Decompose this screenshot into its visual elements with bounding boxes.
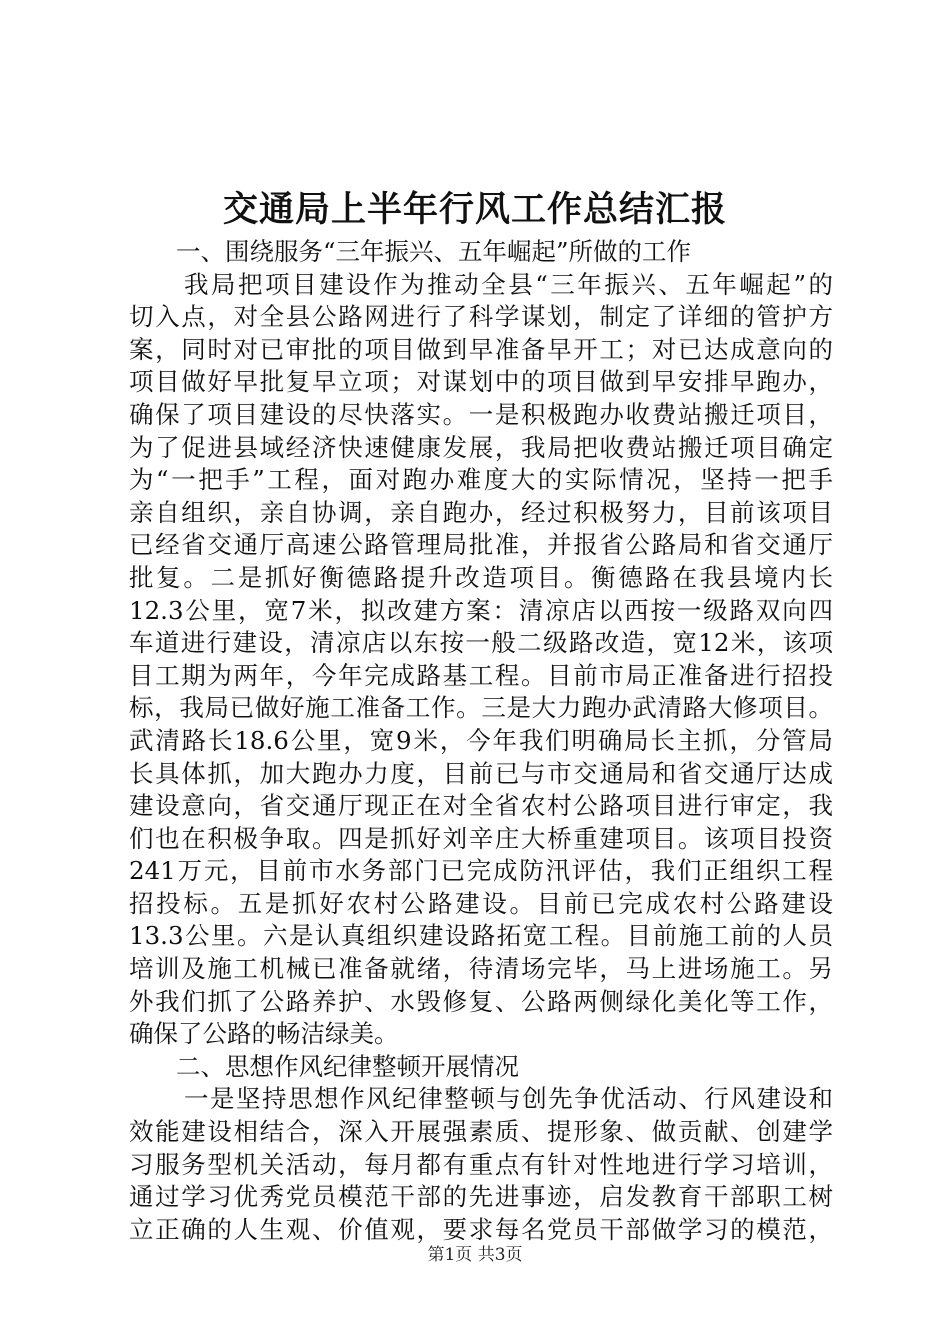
paragraph-line: 确保了项目建设的尽快落实。一是积极跑办收费站搬迁项目， — [129, 399, 833, 429]
paragraph-line: 一是坚持思想作风纪律整顿与创先争优活动、行风建设和 — [184, 1084, 833, 1114]
page-footer: 第1页 共3页 — [427, 1245, 523, 1265]
paragraph-line: 车道进行建设，清凉店以东按一般二级路改造，宽12米，该项 — [129, 628, 833, 658]
paragraph-line: 241万元，目前市水务部门已完成防汛评估，我们正组织工程 — [129, 856, 833, 886]
paragraph-line: 我局把项目建设作为推动全县“三年振兴、五年崛起”的 — [184, 269, 833, 299]
paragraph-line: 效能建设相结合，深入开展强素质、提形象、做贡献、创建学 — [129, 1117, 833, 1147]
paragraph-line: 立正确的人生观、价值观，要求每名党员干部做学习的模范， — [129, 1214, 833, 1244]
paragraph-line: 武清路长18.6公里，宽9米，今年我们明确局长主抓，分管局 — [129, 725, 833, 755]
paragraph-line: 13.3公里。六是认真组织建设路拓宽工程。目前施工前的人员 — [129, 921, 833, 951]
paragraph-line: 培训及施工机械已准备就绪，待清场完毕，马上进场施工。另 — [129, 954, 833, 984]
paragraph-line: 为“一把手”工程，面对跑办难度大的实际情况，坚持一把手 — [129, 465, 833, 495]
paragraph-line: 已经省交通厅高速公路管理局批准，并报省公路局和省交通厅 — [129, 530, 833, 560]
paragraph-line: 项目做好早批复早立项；对谋划中的项目做到早安排早跑办， — [129, 367, 833, 397]
paragraph-line: 长具体抓，加大跑办力度，目前已与市交通局和省交通厅达成 — [129, 758, 833, 788]
document-body — [129, 236, 833, 1246]
paragraph-line: 外我们抓了公路养护、水毁修复、公路两侧绿化美化等工作， — [129, 986, 833, 1016]
document-title: 交通局上半年行风工作总结汇报 — [222, 189, 727, 230]
paragraph-line: 批复。二是抓好衡德路提升改造项目。衡德路在我县境内长 — [129, 562, 833, 592]
section-heading: 一、围绕服务“三年振兴、五年崛起”所做的工作 — [176, 237, 692, 266]
paragraph-line: 为了促进县域经济快速健康发展，我局把收费站搬迁项目确定 — [129, 432, 833, 462]
paragraph-line: 12.3公里，宽7米，拟改建方案：清凉店以西按一级路双向四 — [129, 595, 833, 625]
paragraph-line: 通过学习优秀党员模范干部的先进事迹，启发教育干部职工树 — [129, 1182, 833, 1212]
paragraph-line: 切入点，对全县公路网进行了科学谋划，制定了详细的管护方 — [129, 302, 833, 332]
paragraph-line: 目工期为两年，今年完成路基工程。目前市局正准备进行招投 — [129, 660, 833, 690]
paragraph-line: 亲自组织，亲自协调，亲自跑办，经过积极努力，目前该项目 — [129, 497, 833, 527]
paragraph-line: 招投标。五是抓好农村公路建设。目前已完成农村公路建设 — [129, 888, 833, 918]
paragraph-line: 习服务型机关活动，每月都有重点有针对性地进行学习培训， — [129, 1149, 833, 1179]
paragraph-line: 建设意向，省交通厅现正在对全省农村公路项目进行审定，我 — [129, 791, 833, 821]
paragraph-line: 标，我局已做好施工准备工作。三是大力跑办武清路大修项目。 — [129, 693, 833, 723]
paragraph-line: 案，同时对已审批的项目做到早准备早开工；对已达成意向的 — [129, 334, 833, 364]
section-heading: 二、思想作风纪律整顿开展情况 — [176, 1051, 519, 1081]
paragraph-line: 确保了公路的畅洁绿美。 — [129, 1019, 399, 1049]
paragraph-line: 们也在积极争取。四是抓好刘辛庄大桥重建项目。该项目投资 — [129, 823, 833, 853]
